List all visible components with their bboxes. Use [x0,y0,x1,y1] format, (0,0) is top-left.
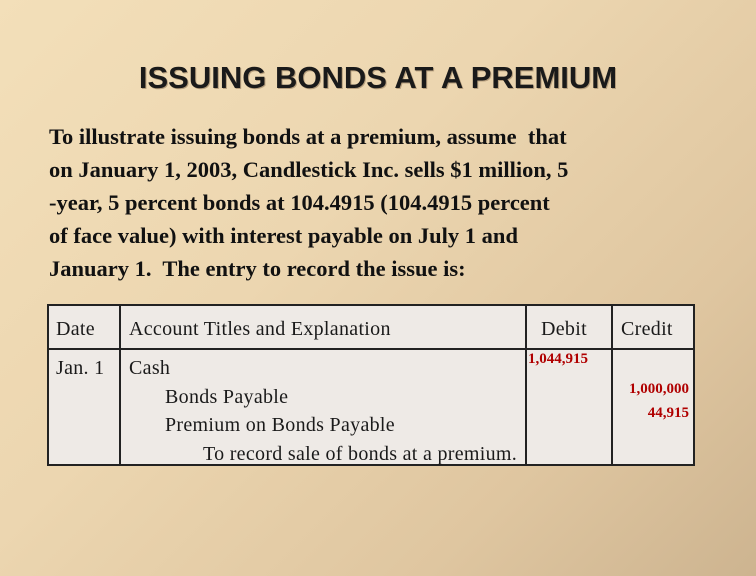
header-date: Date [56,318,95,340]
entry-account-bonds-payable: Bonds Payable [165,386,289,408]
entry-explanation: To record sale of bonds at a premium. [203,443,518,465]
journal-entry-table [47,304,695,466]
entry-account-premium: Premium on Bonds Payable [165,414,395,436]
paragraph-line: To illustrate issuing bonds at a premium, assume that [49,124,567,149]
entry-account-cash: Cash [129,357,171,379]
header-divider [49,348,693,350]
column-divider [611,306,613,464]
paragraph-line: January 1. The entry to record the issue is: [49,256,466,281]
debit-amount-cash: 1,044,915 [528,351,588,367]
column-divider [119,306,121,464]
paragraph-line: on January 1, 2003, Candlestick Inc. sells $1 million, 5 [49,157,569,182]
column-divider [525,306,527,464]
entry-date: Jan. 1 [56,357,105,379]
header-debit: Debit [541,318,587,340]
header-account: Account Titles and Explanation [129,318,391,340]
paragraph-line: of face value) with interest payable on July 1 and [49,223,518,248]
paragraph-line: -year, 5 percent bonds at 104.4915 (104.4915 percent [49,190,550,215]
credit-amount-premium: 44,915 [647,405,689,421]
intro-paragraph [49,120,729,285]
page-title: ISSUING BONDS AT A PREMIUM [138,60,618,95]
header-credit: Credit [621,318,673,340]
credit-amount-bonds-payable: 1,000,000 [629,381,689,397]
